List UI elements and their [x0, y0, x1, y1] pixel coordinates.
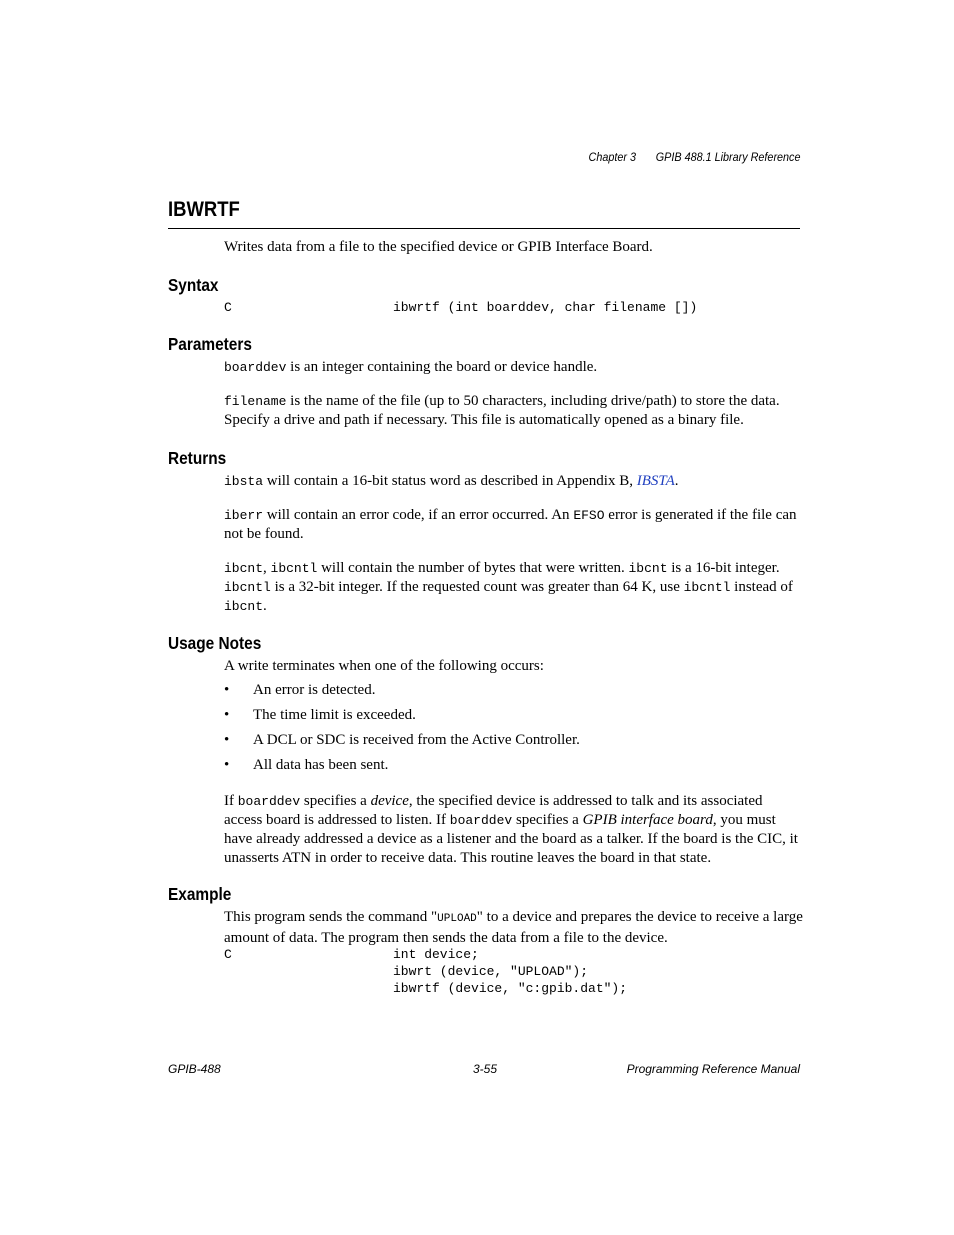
usage-paragraph [224, 792, 804, 868]
code-term: ibcnt [628, 561, 668, 576]
example-text: This program sends the command " [224, 909, 438, 925]
syntax-code: ibwrtf (int boarddev, char filename []) [393, 300, 698, 315]
page-number: 3-55 [473, 1062, 498, 1076]
code-term: EFSO [573, 508, 605, 523]
returns-text: will contain a 16-bit status word as described in Appendix B, [263, 473, 637, 489]
bullet-icon: • [224, 757, 230, 773]
example-heading: Example [168, 884, 232, 904]
usage-intro: A write terminates when one of the following occurs: [224, 658, 544, 674]
usage-text: If [224, 793, 238, 809]
code-term: iberr [224, 508, 264, 523]
code-term: ibcnt [224, 599, 264, 614]
returns-ibsta [224, 472, 804, 491]
title-rule [168, 228, 800, 229]
emphasis: GPIB interface board [582, 812, 713, 828]
code-term: filename [224, 394, 287, 409]
list-item-text: All data has been sent. [253, 757, 389, 773]
code-term: boarddev [237, 794, 301, 809]
code-term: ibcntl [270, 561, 318, 576]
returns-text: instead of [730, 579, 793, 595]
usage-text: specifies a [300, 793, 371, 809]
usage-text: specifies a [512, 812, 583, 828]
code-term: UPLOAD [437, 913, 477, 925]
usage-heading: Usage Notes [168, 633, 262, 653]
returns-text: , [263, 560, 271, 576]
footer-right: Programming Reference Manual [626, 1062, 800, 1076]
code-line: int device; [393, 947, 479, 962]
bullet-icon: • [224, 707, 230, 723]
returns-text: . [263, 598, 267, 614]
syntax-lang: C [224, 300, 232, 315]
usage-text: , you must have already addressed a device as a listener and the board as a talker. If the board is the CIC, it unasserts ATN in order to receive data. This routine leaves the board in that state. [224, 812, 798, 866]
returns-text: is a 32-bit integer. If the requested count was greater than 64 K, use [270, 579, 684, 595]
param-boarddev [224, 358, 804, 377]
example-lang: C [224, 947, 232, 962]
parameters-heading: Parameters [168, 334, 252, 354]
code-term: boarddev [224, 360, 287, 375]
list-item [224, 682, 375, 699]
emphasis: device [370, 793, 409, 809]
code-line: ibwrt (device, "UPLOAD"); [393, 964, 589, 979]
example-text: " to a device and prepares the device to receive a large amount of data. The program then sends the data from a file to the device. [224, 909, 803, 946]
ibsta-link[interactable]: IBSTA [636, 473, 675, 489]
list-item-text: A DCL or SDC is received from the Active Controller. [253, 732, 580, 748]
returns-text: is a 16-bit integer. [667, 560, 780, 576]
code-term: ibcntl [224, 580, 271, 595]
bullet-icon: • [224, 732, 230, 748]
syntax-heading: Syntax [168, 275, 219, 295]
returns-text: will contain an error code, if an error occurred. An [263, 507, 574, 523]
code-line: ibwrtf (device, "c:gpib.dat"); [393, 981, 628, 996]
param-filename [224, 392, 804, 430]
returns-text: . [674, 473, 679, 489]
returns-ibcnt [224, 559, 804, 616]
usage-text: , the specified device is addressed to talk and its associated access board is addressed to listen. If [224, 793, 763, 828]
list-item [224, 732, 580, 749]
code-term: ibcnt [224, 561, 264, 576]
bullet-icon: • [224, 682, 230, 698]
list-item-text: The time limit is exceeded. [253, 707, 416, 723]
returns-heading: Returns [168, 448, 227, 468]
returns-text: error is generated if the file can not be found. [224, 507, 797, 542]
code-term: boarddev [449, 813, 513, 828]
list-item-text: An error is detected. [253, 682, 376, 698]
footer-left: GPIB-488 [168, 1062, 221, 1076]
list-item [224, 707, 416, 724]
running-header [568, 150, 800, 164]
example-description [224, 908, 804, 948]
param-text: is the name of the file (up to 50 characters, including drive/path) to store the data. Specify a drive and path if necessary. This file is automatically opened as a binary file. [224, 393, 780, 428]
returns-text: will contain the number of bytes that were written. [317, 560, 629, 576]
code-term: ibsta [224, 474, 264, 489]
section-label: GPIB 488.1 Library Reference [655, 150, 800, 164]
param-text: is an integer containing the board or device handle. [286, 359, 598, 375]
page-title: IBWRTF [168, 198, 240, 221]
returns-iberr [224, 506, 804, 544]
list-item [224, 757, 388, 774]
code-term: ibcntl [683, 580, 731, 595]
description: Writes data from a file to the specified device or GPIB Interface Board. [224, 239, 653, 255]
chapter-label: Chapter 3 [588, 150, 636, 164]
